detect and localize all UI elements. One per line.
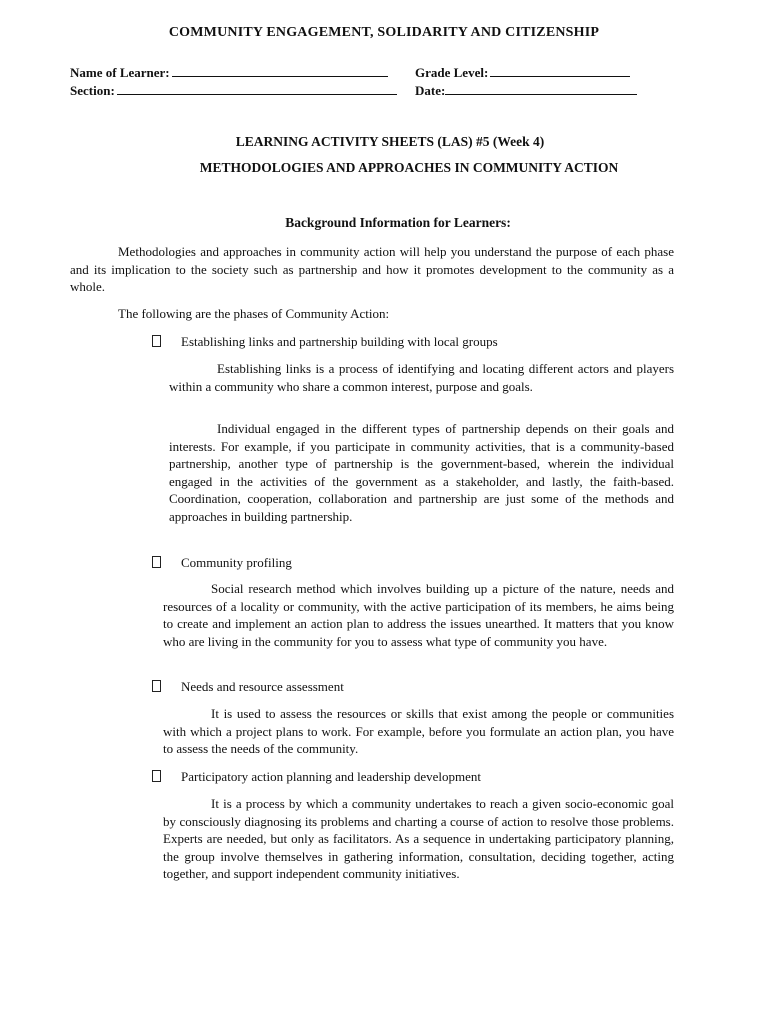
- phase-title: Community profiling: [181, 555, 292, 570]
- grade-field: [415, 64, 630, 81]
- phase-title: Establishing links and partnership building with local groups: [181, 334, 498, 349]
- bullet-icon: [152, 680, 161, 692]
- name-label: Name of Learner:: [70, 65, 170, 80]
- phases-lead: The following are the phases of Community Action:: [118, 306, 390, 321]
- bullet-icon: [152, 556, 161, 568]
- phase-item-2: [152, 554, 292, 572]
- phase-item-1: [152, 333, 498, 351]
- phase-3-paragraph-1: It is used to assess the resources or skills that exist among the people or communities with which a project plans to work. For example, before you formulate an action plan, you have to assess the needs of the community.: [163, 706, 674, 756]
- bullet-icon: [152, 335, 161, 347]
- phase-title: Participatory action planning and leadership development: [181, 769, 481, 784]
- phase-item-4: [152, 768, 481, 786]
- phase-1-paragraph-1: Establishing links is a process of identifying and locating different actors and players within a community who share a common interest, purpose and goals.: [169, 361, 674, 394]
- intro-paragraph: Methodologies and approaches in community action will help you understand the purpose of each phase and its implication to the society such as partnership and how it promotes development to the community as a whole.: [70, 244, 674, 294]
- section-label: Section:: [70, 83, 115, 98]
- name-field: [70, 64, 388, 81]
- section-field: [70, 82, 397, 99]
- date-label: Date:: [415, 83, 446, 98]
- phase-4-paragraph-1: It is a process by which a community undertakes to reach a given socio-economic goal by consciously diagnosing its problems and charting a course of action to resolve those problems. Experts are needed, but only as facilitators. As a sequence in undertaking participatory planning, the group involve themselves in gathering information, consultation, deciding together, acting together, and support independent community initiatives.: [163, 796, 674, 881]
- phase-item-3: [152, 678, 344, 696]
- grade-label: Grade Level:: [415, 65, 489, 80]
- section-blank-line: [117, 82, 397, 95]
- date-field: [415, 82, 637, 99]
- name-blank-line: [172, 64, 388, 77]
- las-heading: LEARNING ACTIVITY SHEETS (LAS) #5 (Week 4): [235, 134, 545, 149]
- phase-2-paragraph-1: Social research method which involves building up a picture of the nature, needs and resources of a locality or community, with the active participation of its members, he aims being to create and implement an action plan to address the issues unearthed. It matters that you know who are living in the community for you to assess what type of community you have.: [163, 581, 674, 649]
- background-heading: Background Information for Learners:: [285, 215, 511, 230]
- phase-1-paragraph-2: Individual engaged in the different types of partnership depends on their goals and interests. For example, if you participate in community activities, that is a community-based partnership, another type of partnership is the government-based, wherein the individual engaged in the activities of the government as a stakeholder, and lastly, the faith-based. Coordination, cooperation, collaboration and partnership are just some of the methods and approaches in building partnership.: [169, 421, 674, 524]
- date-blank-line: [445, 82, 637, 95]
- grade-blank-line: [490, 64, 630, 77]
- bullet-icon: [152, 770, 161, 782]
- methodologies-heading: METHODOLOGIES AND APPROACHES IN COMMUNITY ACTION: [199, 160, 619, 175]
- phase-title: Needs and resource assessment: [181, 679, 344, 694]
- document-title: COMMUNITY ENGAGEMENT, SOLIDARITY AND CITIZENSHIP: [168, 25, 600, 40]
